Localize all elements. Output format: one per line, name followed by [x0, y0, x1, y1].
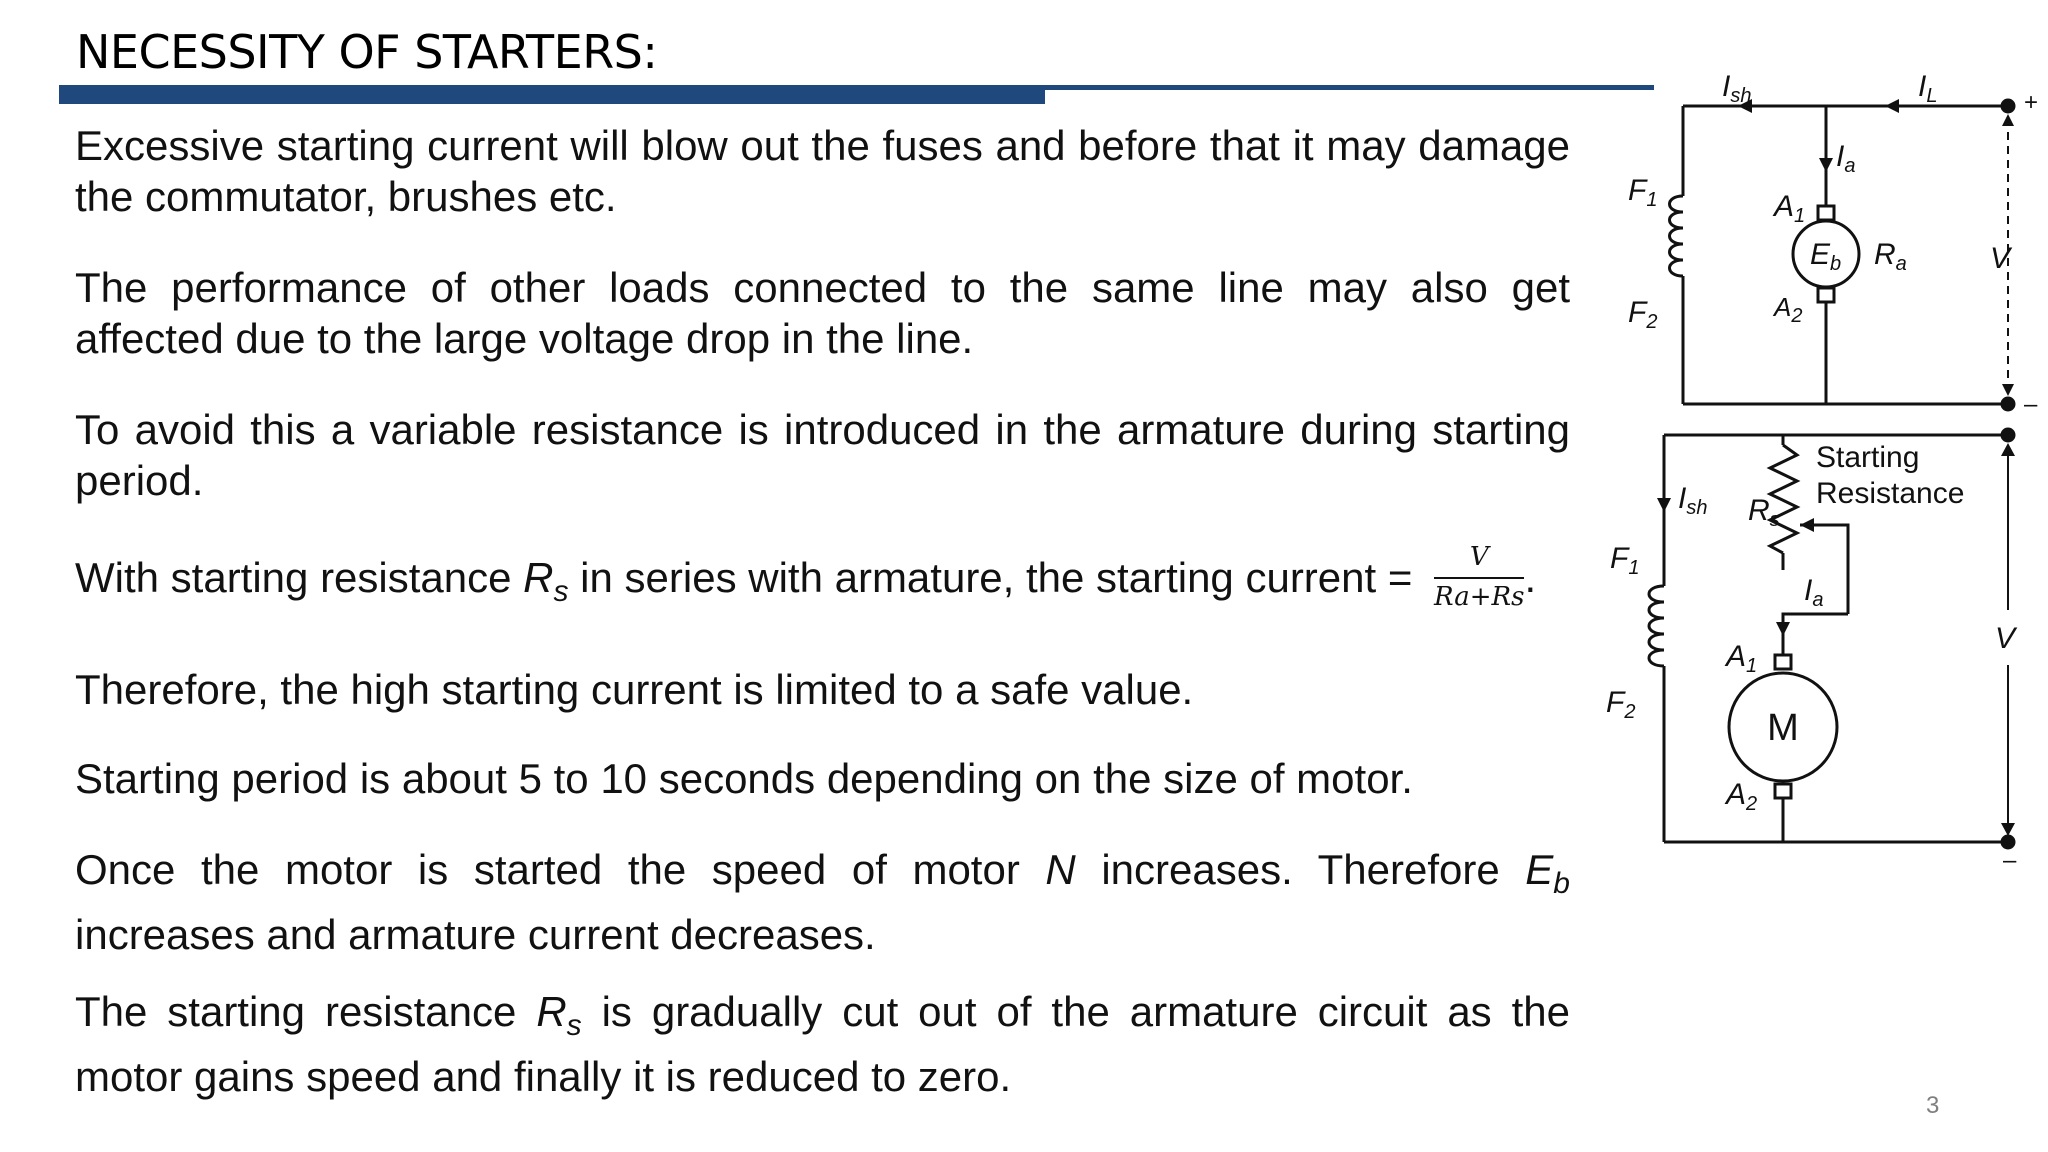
bottom-circuit-labels [1606, 441, 2018, 874]
svg-text:A1 [1772, 190, 1805, 227]
shunt-field-coil [1670, 196, 1684, 276]
label-f1-sub: 1 [1646, 189, 1658, 211]
paragraph-text: With starting resistance [75, 554, 524, 602]
svg-text:Ia [1836, 140, 1855, 177]
paragraph-text: Therefore, the high starting current is limited to a safe value. [75, 666, 1194, 713]
ish-arrow [1657, 498, 1671, 512]
label-a1: A [1726, 640, 1747, 673]
top-circuit-labels [1628, 70, 2038, 418]
label-a1: A [1774, 190, 1795, 223]
paragraph-text: increases and armature current decreases. [75, 911, 876, 959]
label-resistance: Resistance [1816, 477, 1965, 510]
speed-symbol: N [1045, 846, 1076, 893]
page-number: 3 [1926, 1092, 1940, 1119]
label-f1: F [1610, 542, 1629, 575]
starting-resistor [1770, 445, 1797, 553]
label-motor: M [1767, 707, 1799, 749]
svg-text:IL [1918, 70, 1937, 107]
paragraph-text: Starting period is about 5 to 10 seconds depending on the size of motor. [75, 755, 1413, 802]
label-ish-sub: sh [1686, 497, 1708, 519]
label-a1-sub: 1 [1746, 655, 1758, 677]
brush-a1 [1775, 655, 1791, 669]
shunt-field-coil [1649, 586, 1664, 666]
paragraph-text: The performance of other loads connected to the same line may also get affected due to the large voltage drop in the line. [75, 264, 1570, 362]
brush-a2 [1775, 784, 1791, 798]
svg-text:Ish [1678, 482, 1707, 519]
svg-text:F2 [1606, 686, 1635, 723]
brush-a1 [1818, 206, 1834, 220]
svg-text:A2 [1724, 778, 1757, 815]
ia-arrow [1819, 158, 1833, 172]
voltage-arrow-down [2001, 823, 2015, 836]
label-a1-sub: 1 [1794, 205, 1806, 227]
back-emf-subscript: b [1553, 867, 1570, 901]
label-starting: Starting [1816, 441, 1920, 474]
label-eb: E [1810, 238, 1831, 271]
label-ra: R [1874, 238, 1896, 271]
label-plus: + [2024, 89, 2039, 116]
svg-text:Eb [1810, 238, 1841, 275]
label-a2: A [1774, 292, 1792, 322]
svg-text:Rs [1748, 494, 1780, 531]
negative-terminal [2002, 398, 2014, 410]
label-rs: R [1748, 494, 1770, 527]
paragraph-text: Excessive starting current will blow out the fuses and before that it may damage the commutator, brushes etc. [75, 122, 1570, 220]
resistance-subscript: s [566, 1009, 582, 1043]
label-minus: – [2024, 391, 2038, 418]
svg-text:Ra [1874, 238, 1907, 275]
label-ia-sub: a [1812, 589, 1824, 611]
label-f1-sub: 1 [1628, 557, 1640, 579]
paragraph-text: Once the motor is started the speed of motor [75, 846, 1046, 893]
svg-text:F1 [1610, 542, 1639, 579]
wiper-arrow [1800, 518, 1814, 532]
svg-text:F1 [1628, 174, 1657, 211]
label-f1: F [1628, 174, 1647, 207]
label-ish-sub: sh [1730, 85, 1752, 107]
paragraph-text: is gradually cut out of the armature circuit as the motor gains speed and finally it is reduced to zero. [75, 988, 1570, 1101]
fraction-numerator: V [1434, 541, 1524, 579]
page-title: NECESSITY OF STARTERS: [76, 25, 658, 79]
label-ia: I [1804, 574, 1813, 607]
ia-arrow [1776, 622, 1790, 636]
paragraph-text: increases. Therefore [1075, 846, 1526, 893]
label-ia-sub: a [1844, 155, 1856, 177]
voltage-arrow-up [2001, 443, 2015, 456]
label-eb-sub: b [1830, 253, 1842, 275]
brush-a2 [1818, 288, 1834, 302]
label-f2: F [1606, 686, 1625, 719]
paragraph-text: The starting resistance [75, 988, 537, 1035]
resistance-symbol: R [523, 554, 554, 602]
il-arrow [1885, 99, 1899, 113]
label-a2: A [1726, 778, 1747, 811]
wiper-return-wire [1783, 614, 1848, 655]
resistance-symbol: R [536, 988, 567, 1035]
positive-terminal [2002, 429, 2014, 441]
label-a2-sub: 2 [1746, 793, 1758, 815]
svg-text:A2 [1772, 292, 1802, 327]
paragraph-end: . [1524, 554, 1537, 602]
voltage-arrow-up [2002, 114, 2014, 126]
label-f2-sub: 2 [1646, 311, 1658, 333]
label-ra-sub: a [1895, 253, 1907, 275]
paragraph-text: To avoid this a variable resistance is introduced in the armature during starting period. [75, 406, 1570, 504]
label-ish: I [1678, 482, 1687, 515]
label-a2-sub: 2 [1791, 305, 1803, 327]
positive-terminal [2002, 100, 2014, 112]
label-v: V [1990, 242, 2011, 275]
fraction-denominator: Ra+Rs [1434, 582, 1525, 612]
paragraph-text: in series with armature, the starting current = [568, 554, 1425, 602]
label-ia: I [1836, 140, 1845, 173]
voltage-arrow-down [2002, 384, 2014, 396]
svg-text:Ish [1722, 70, 1751, 107]
svg-text:Ia [1804, 574, 1823, 611]
label-il: I [1918, 70, 1927, 103]
label-v: V [1995, 622, 2016, 655]
resistance-subscript: s [553, 575, 569, 609]
svg-text:A1 [1724, 640, 1757, 677]
label-il-sub: L [1926, 85, 1938, 107]
label-ish: I [1722, 70, 1731, 103]
label-f2: F [1628, 296, 1647, 329]
label-minus: – [2003, 847, 2017, 874]
back-emf-symbol: E [1525, 846, 1554, 893]
label-rs-sub: s [1769, 509, 1780, 531]
svg-text:F2 [1628, 296, 1657, 333]
label-f2-sub: 2 [1624, 701, 1636, 723]
